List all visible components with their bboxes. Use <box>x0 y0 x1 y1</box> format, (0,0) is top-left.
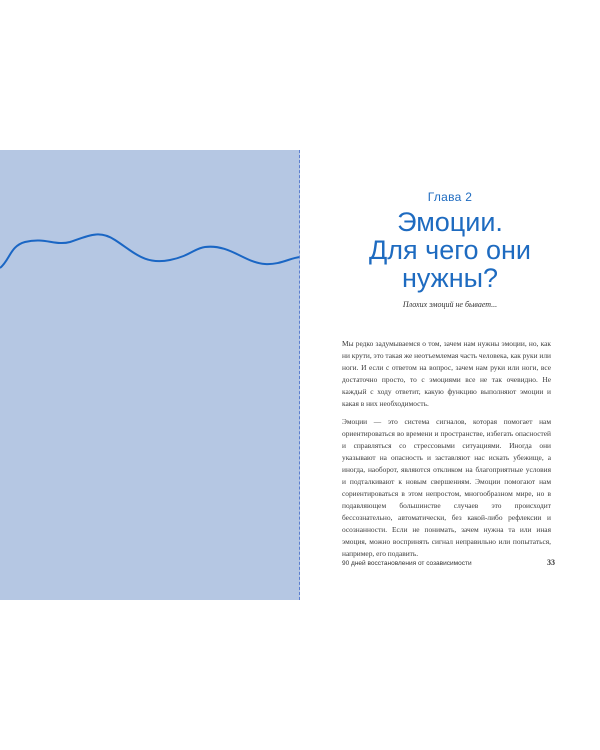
decorative-panel <box>0 150 300 600</box>
chapter-title <box>300 208 600 292</box>
wave-illustration <box>0 150 300 600</box>
paragraph: Мы редко задумываемся о том, зачем нам нужны эмоции, но, как ни крути, это такая же неотъемлемая часть человека, как руки или ноги. И если с ответом на вопрос, зачем нам руки или ноги, все достаточно просто, то с эмоциями все не так очевидно. Не каждый с ходу ответит, какую функцию выполняют эмоции и какая в них необходимость. <box>342 339 551 408</box>
book-page <box>300 150 600 600</box>
chapter-label: Глава 2 <box>427 190 473 204</box>
running-title: 90 дней восстановления от созависимости <box>342 560 472 567</box>
chapter-title-line: Для чего они <box>368 235 532 265</box>
paragraph: Эмоции — это система сигналов, которая помогает нам ориентироваться во времени и пространстве, избегать опасностей и справляться со стрессовыми ситуациями. Иногда они указывают на опасность и заставляют нас искать убежище, а иногда, наоборот, являются откликом на благоприятные условия и подталкивают к новым свершениям. Эмоции помогают нам сориентироваться в этом непростом, многообразном мире, но в подавляющем большинстве случаев это происходит бессознательно, автоматически, без какой-либо рефлексии и осознанности. Если не понимать, зачем нужна та или иная эмоция, можно воспринять сигнал неправильно или попытаться, например, его подавить. <box>342 417 551 558</box>
wave-line <box>0 234 300 268</box>
body-text <box>342 338 551 560</box>
page-footer <box>342 558 555 567</box>
chapter-title-line: Эмоции. <box>397 207 503 237</box>
chapter-title-line: нужны? <box>401 263 499 293</box>
epigraph: Плохих эмоций не бывает... <box>402 300 498 309</box>
page-number: 33 <box>547 558 555 567</box>
